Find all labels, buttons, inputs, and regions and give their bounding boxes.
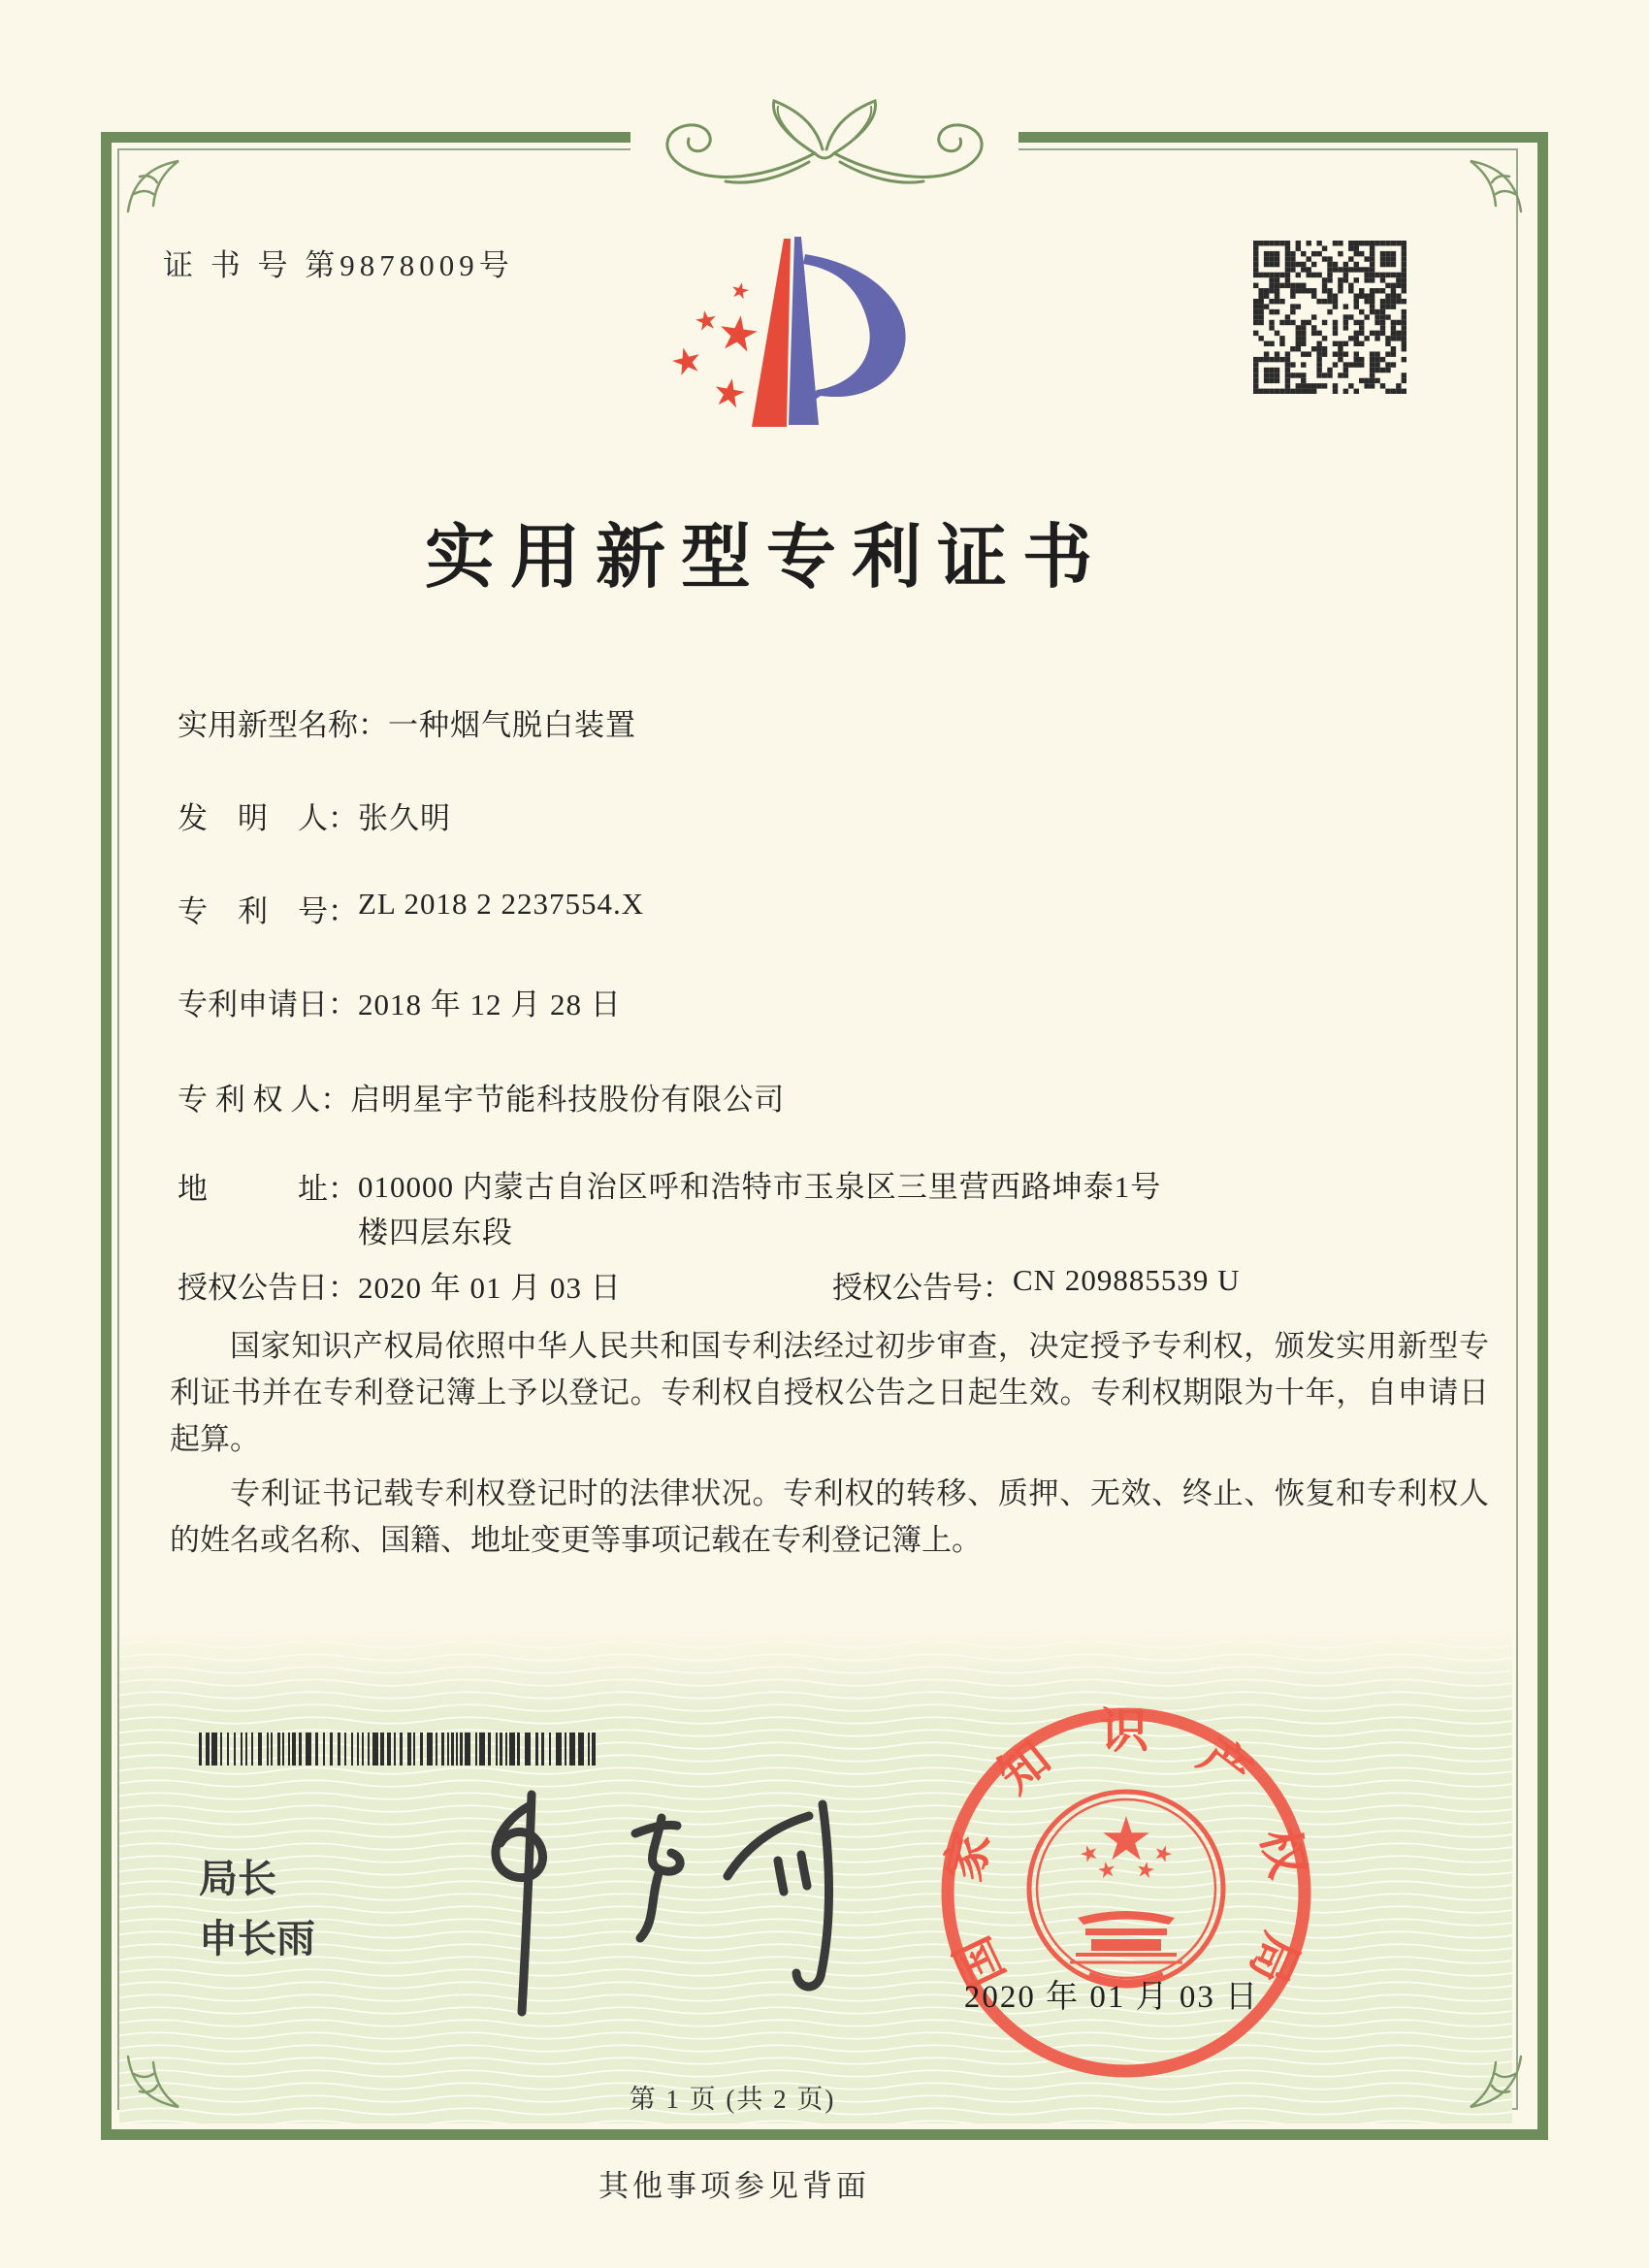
corner-ornament xyxy=(1457,2045,1525,2113)
field-patentee xyxy=(178,1075,785,1118)
signature xyxy=(436,1767,922,2039)
field-value: ZL 2018 2 2237554.X xyxy=(358,887,645,921)
field-patent-number xyxy=(178,887,644,930)
field-value: 2020 年 01 月 03 日 xyxy=(358,1271,622,1305)
barcode xyxy=(199,1733,601,1766)
official-block xyxy=(199,1849,315,1969)
corner-ornament xyxy=(124,155,192,223)
field-label: 授权公告号： xyxy=(832,1271,1013,1305)
seal-ring-text: 国家知识产权局 xyxy=(936,1702,1316,1996)
field-value: 一种烟气脱白装置 xyxy=(388,708,636,742)
field-label: 发 明 人： xyxy=(178,801,358,835)
legal-paragraph: 专利证书记载专利权登记时的法律状况。专利权的转移、质押、无效、终止、恢复和专利权人的姓名或名称、国籍、地址变更等事项记载在专利登记簿上。 xyxy=(170,1476,1489,1557)
field-label: 专 利 号： xyxy=(178,894,358,928)
legal-text xyxy=(170,1323,1489,1564)
field-value: 010000 内蒙古自治区呼和浩特市玉泉区三里营西路坤泰1号楼四层东段 xyxy=(358,1170,1162,1249)
field-value: CN 209885539 U xyxy=(1013,1263,1241,1297)
back-note: 其他事项参见背面 xyxy=(598,2169,870,2203)
page-number: 第 1 页 (共 2 页) xyxy=(629,2085,836,2114)
field-value: 启明星宇节能科技股份有限公司 xyxy=(350,1083,786,1117)
cnipa-logo-icon xyxy=(660,225,951,458)
corner-ornament xyxy=(124,2045,192,2113)
field-address xyxy=(178,1164,1192,1255)
official-title: 局长 xyxy=(199,1858,276,1900)
field-label: 地 址： xyxy=(178,1172,358,1206)
field-label: 实用新型名称： xyxy=(178,708,388,742)
certificate-number: 证 书 号 第9878009号 xyxy=(163,248,514,282)
official-name: 申长雨 xyxy=(199,1918,315,1960)
field-inventor xyxy=(178,794,451,837)
certificate-title: 实用新型专利证书 xyxy=(424,519,1108,597)
border-ornament xyxy=(572,85,1077,221)
field-value: 2018 年 12 月 28 日 xyxy=(358,988,622,1021)
field-label: 专 利 权 人： xyxy=(178,1083,351,1117)
field-utility-model-name xyxy=(178,700,636,744)
qr-code xyxy=(1253,241,1406,394)
field-filing-date xyxy=(178,980,622,1023)
corner-ornament xyxy=(1457,155,1525,223)
seal-date: 2020 年 01 月 03 日 xyxy=(963,1980,1260,2015)
national-emblem-icon xyxy=(1029,1792,1223,1986)
field-label: 专利申请日： xyxy=(178,988,358,1021)
field-grant-number xyxy=(832,1263,1240,1307)
field-grant-row xyxy=(178,1263,1241,1307)
field-value: 张久明 xyxy=(358,801,451,835)
official-seal xyxy=(932,1699,1320,2087)
field-label: 授权公告日： xyxy=(178,1271,358,1305)
legal-paragraph: 国家知识产权局依照中华人民共和国专利法经过初步审查，决定授予专利权，颁发实用新型专利证书并在专利登记簿上予以登记。专利权自授权公告之日起生效。专利权期限为十年，自申请日起算。 xyxy=(170,1329,1489,1456)
